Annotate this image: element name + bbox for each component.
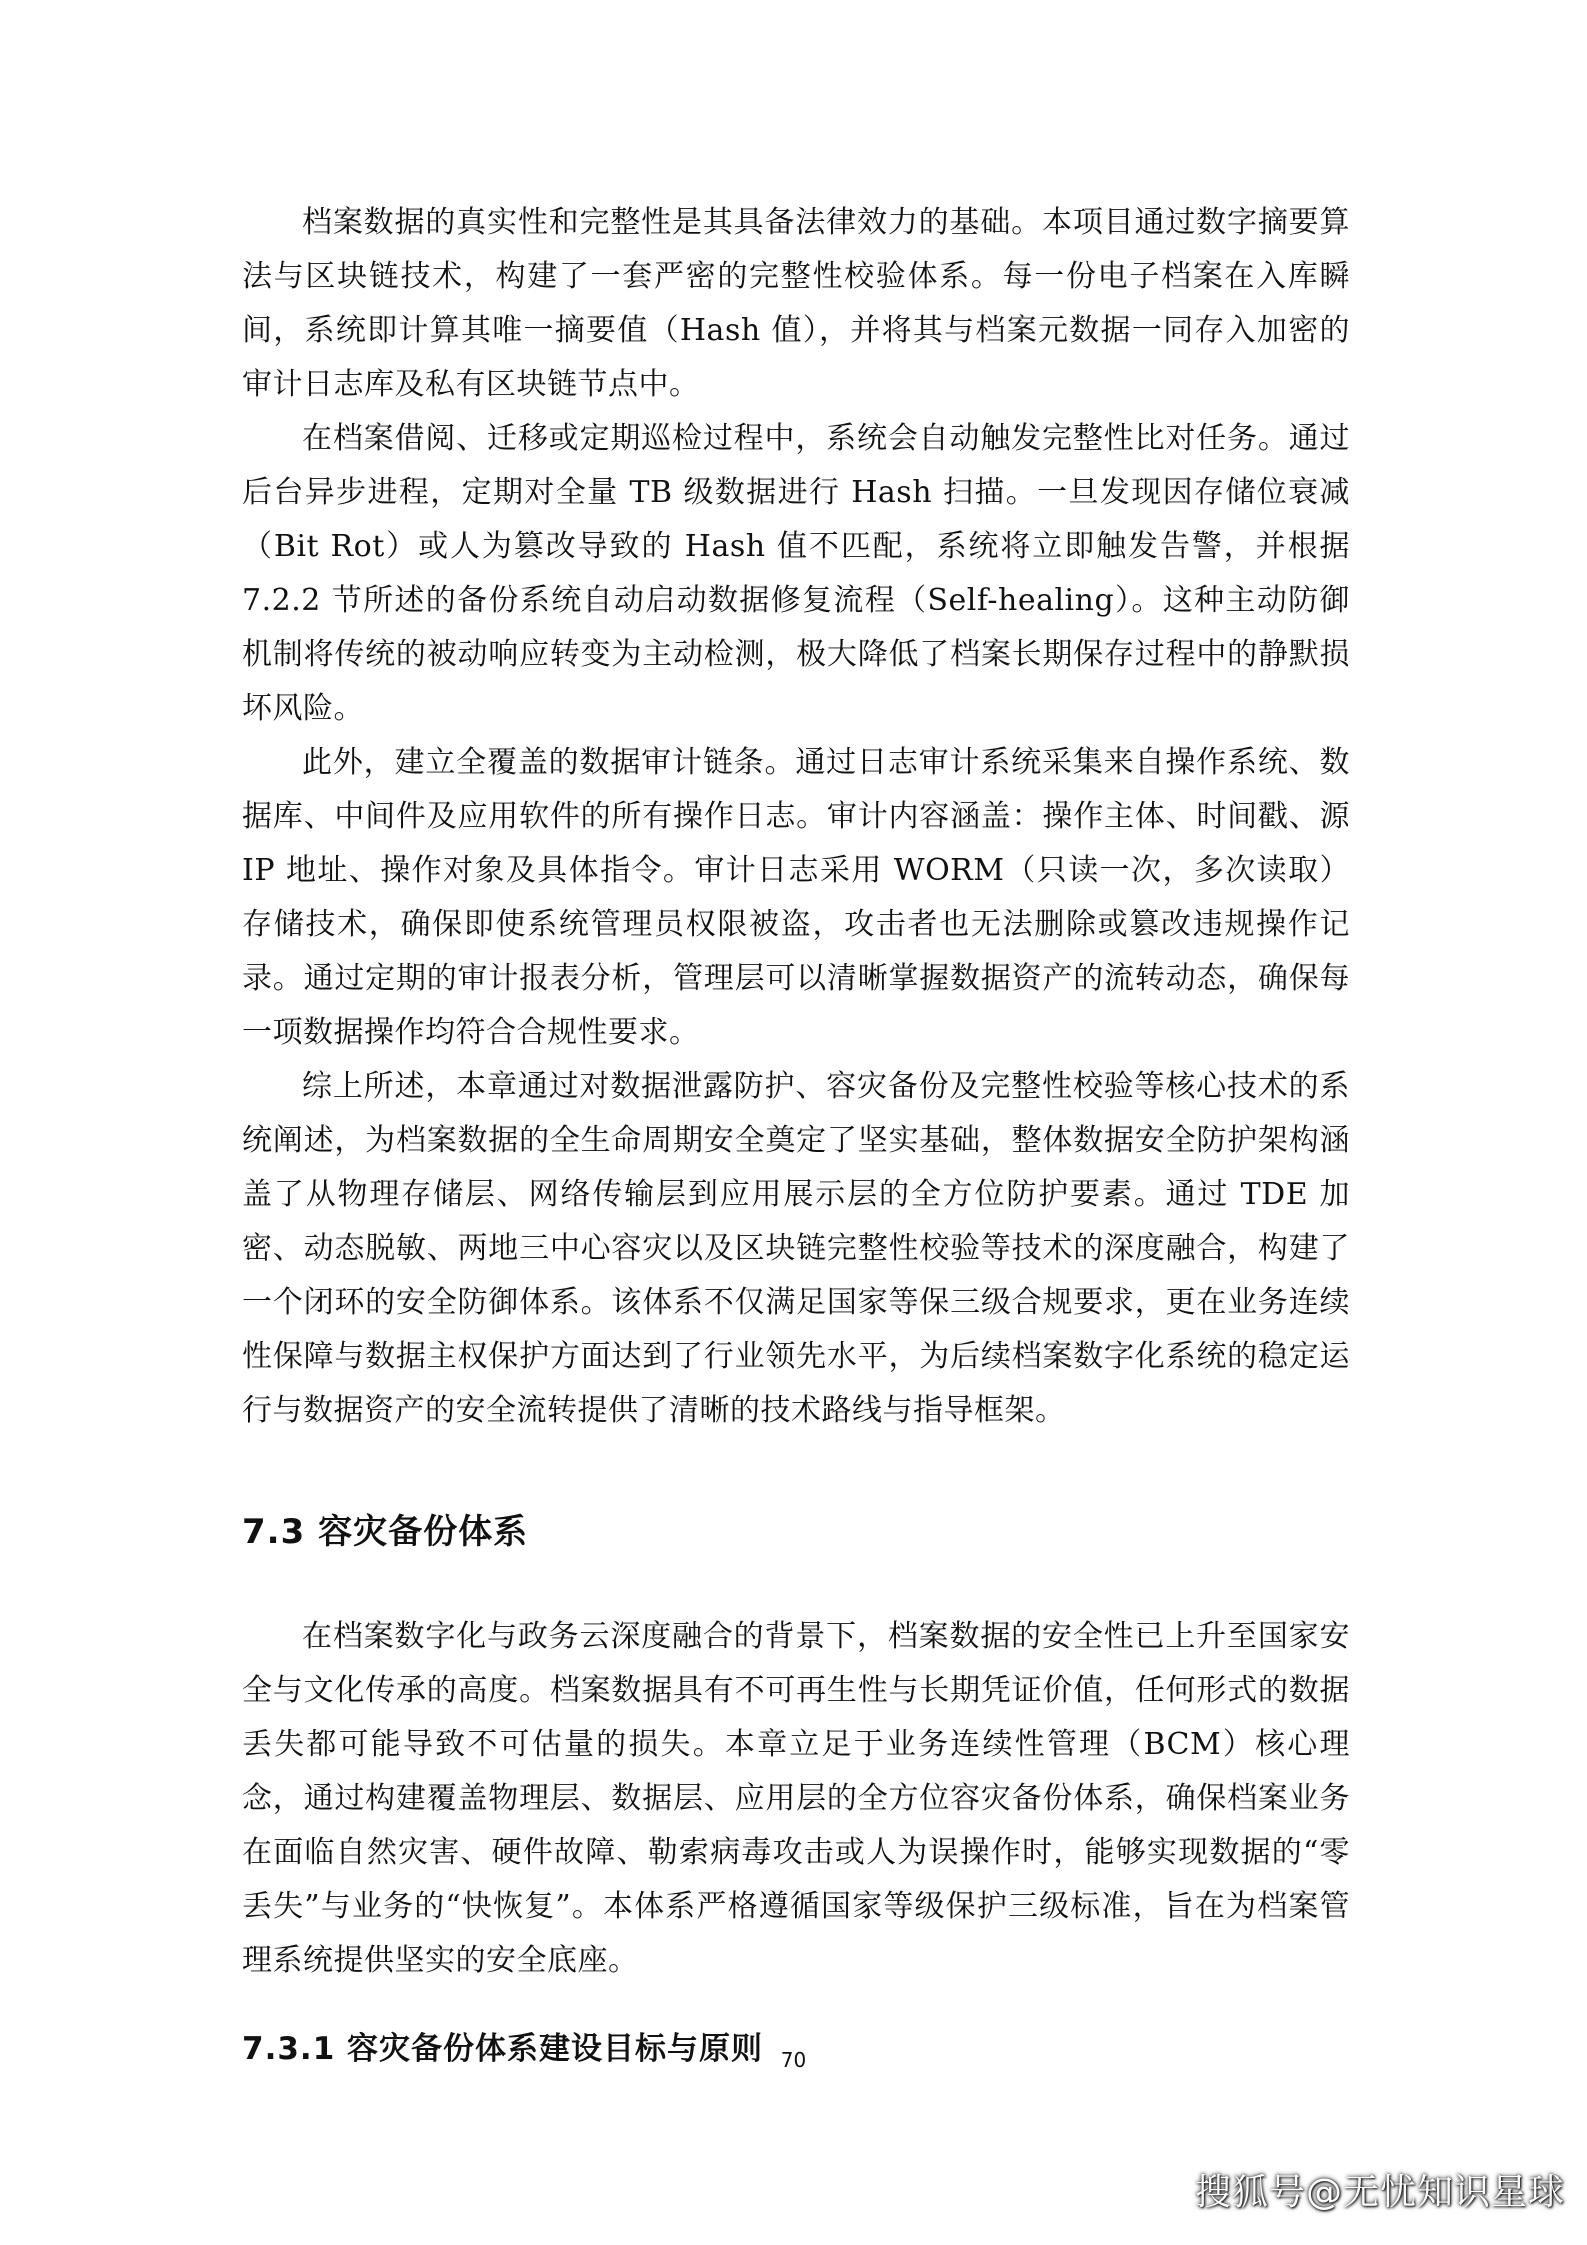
paragraph-integrity-check: 在档案借阅、迁移或定期巡检过程中，系统会自动触发完整性比对任务。通过后台异步进程，定期对全量 TB 级数据进行 Hash 扫描。一旦发现因存储位衰减（Bit Rot）或人为篡改导致的 Hash 值不匹配，系统将立即触发告警，并根据 7.2.2 节所述的备份系统自动启动数据修复流程（Self-healing）。这种主动防御机制将传统的被动响应转变为主动检测，极大降低了档案长期保存过程中的静默损坏风险。: [242, 421, 1350, 726]
section-heading: 7.3 容灾备份体系: [242, 1512, 529, 1552]
paragraph-section-intro: 在档案数字化与政务云深度融合的背景下，档案数据的安全性已上升至国家安全与文化传承的高度。档案数据具有不可再生性与长期凭证价值，任何形式的数据丢失都可能导致不可估量的损失。本章立足于业务连续性管理（BCM）核心理念，通过构建覆盖物理层、数据层、应用层的全方位容灾备份体系，确保档案业务在面临自然灾害、硬件故障、勒索病毒攻击或人为误操作时，能够实现数据的“零丢失”与业务的“快恢复”。本体系严格遵循国家等级保护三级标准，旨在为档案管理系统提供坚实的安全底座。: [242, 1619, 1350, 1978]
subsection-heading: 7.3.1 容灾备份体系建设目标与原则: [242, 2031, 764, 2067]
paragraph-chapter-summary: 综上所述，本章通过对数据泄露防护、容灾备份及完整性校验等核心技术的系统阐述，为档案数据的全生命周期安全奠定了坚实基础，整体数据安全防护架构涵盖了从物理存储层、网络传输层到应用展示层的全方位防护要素。通过 TDE 加密、动态脱敏、两地三中心容灾以及区块链完整性校验等技术的深度融合，构建了一个闭环的安全防御体系。该体系不仅满足国家等保三级合规要求，更在业务连续性保障与数据主权保护方面达到了行业领先水平，为后续档案数字化系统的稳定运行与数据资产的安全流转提供了清晰的技术路线与指导框架。: [242, 1069, 1350, 1428]
paragraph-integrity-basis: 档案数据的真实性和完整性是其具备法律效力的基础。本项目通过数字摘要算法与区块链技术，构建了一套严密的完整性校验体系。每一份电子档案在入库瞬间，系统即计算其唯一摘要值（Hash 值），并将其与档案元数据一同存入加密的审计日志库及私有区块链节点中。: [242, 205, 1350, 402]
page-content: [242, 196, 1350, 2072]
paragraph-audit-chain: 此外，建立全覆盖的数据审计链条。通过日志审计系统采集来自操作系统、数据库、中间件及应用软件的所有操作日志。审计内容涵盖：操作主体、时间戳、源 IP 地址、操作对象及具体指令。审计日志采用 WORM（只读一次，多次读取）存储技术，确保即使系统管理员权限被盗，攻击者也无法删除或篡改违规操作记录。通过定期的审计报表分析，管理层可以清晰掌握数据资产的流转动态，确保每一项数据操作均符合合规性要求。: [242, 745, 1350, 1050]
watermark: 搜狐号@无忧知识星球: [1194, 2172, 1565, 2213]
page-number: 70: [780, 2048, 807, 2072]
